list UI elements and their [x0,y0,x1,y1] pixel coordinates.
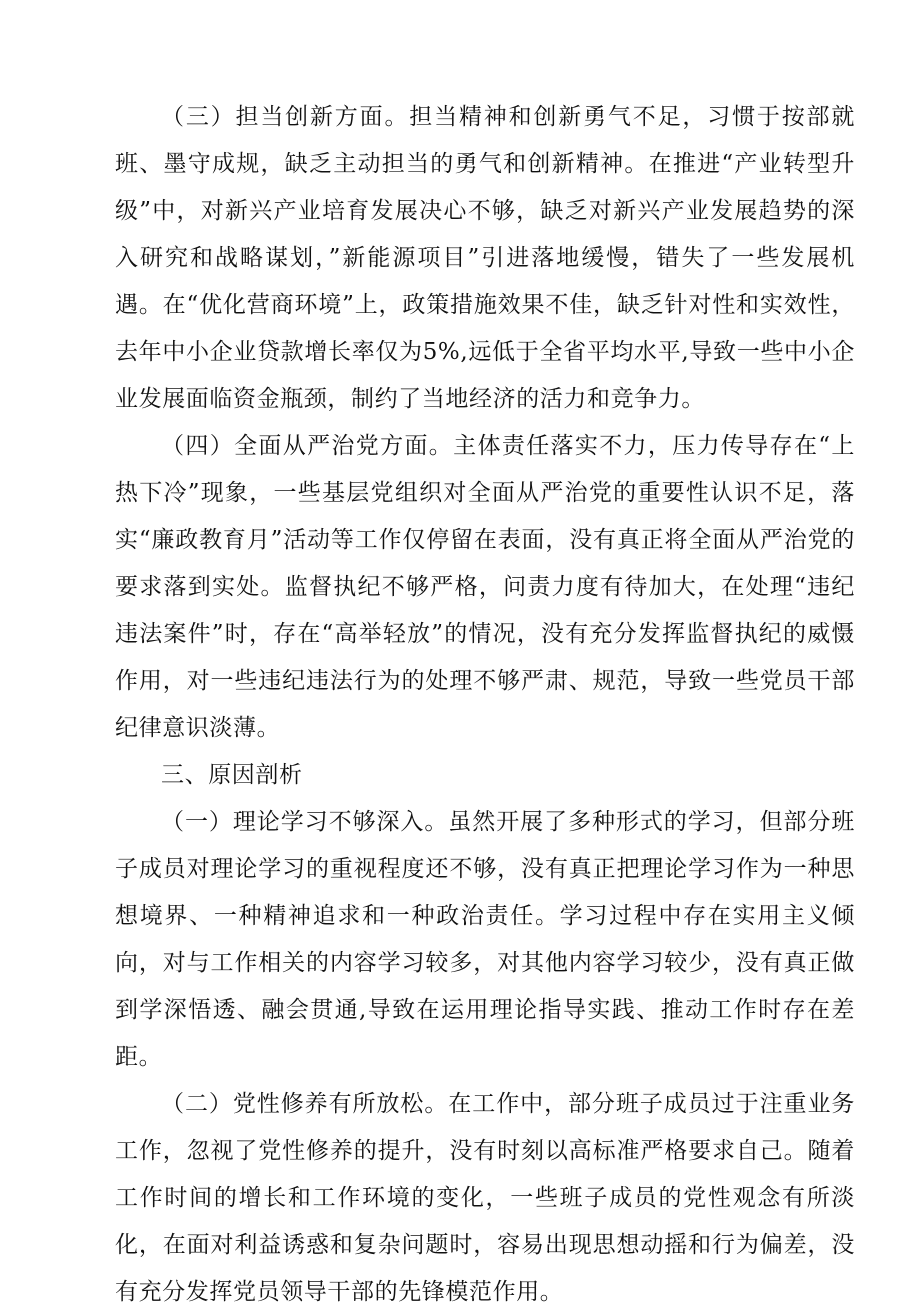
paragraph-party-cultivation: （二）党性修养有所放松。在工作中，部分班子成员过于注重业务工作，忽视了党性修养的提升，没有时刻以高标准严格要求自己。随着工作时间的增长和工作环境的变化，一些班子成员的党性观念有所淡化，在面对利益诱惑和复杂问题时，容易出现思想动摇和行为偏差，没有充分发挥党员领导干部的先锋模范作用。 [115,1091,855,1305]
paragraph-innovation: （三）担当创新方面。担当精神和创新勇气不足，习惯于按部就班、墨守成规，缺乏主动担当的勇气和创新精神。在推进“产业转型升级”中，对新兴产业培育发展决心不够，缺乏对新兴产业发展趋势的深入研究和战略谋划，”新能源项目”引进落地缓慢，错失了一些发展机遇。在“优化营商环境”上，政策措施效果不佳，缺乏针对性和实效性，去年中小企业贷款增长率仅为5%,远低于全省平均水平,导致一些中小企业发展面临资金瓶颈，制约了当地经济的活力和竞争力。 [115,104,855,412]
section-heading-cause-analysis: 三、原因剖析 [161,762,303,788]
paragraph-party-discipline: （四）全面从严治党方面。主体责任落实不力，压力传导存在“上热下冷”现象，一些基层党组织对全面从严治党的重要性认识不足，落实“廉政教育月”活动等工作仅停留在表面，没有真正将全面从严治党的要求落到实处。监督执纪不够严格，问责力度有待加大，在处理“违纪违法案件”时，存在“高举轻放”的情况，没有充分发挥监督执纪的威慑作用，对一些违纪违法行为的处理不够严肃、规范，导致一些党员干部纪律意识淡薄。 [115,433,855,741]
document-body [115,94,855,1316]
paragraph-theory-study: （一）理论学习不够深入。虽然开展了多种形式的学习，但部分班子成员对理论学习的重视程度还不够，没有真正把理论学习作为一种思想境界、一种精神追求和一种政治责任。学习过程中存在实用主义倾向，对与工作相关的内容学习较多，对其他内容学习较少，没有真正做到学深悟透、融会贯通,导致在运用理论指导实践、推动工作时存在差距。 [115,809,855,1070]
